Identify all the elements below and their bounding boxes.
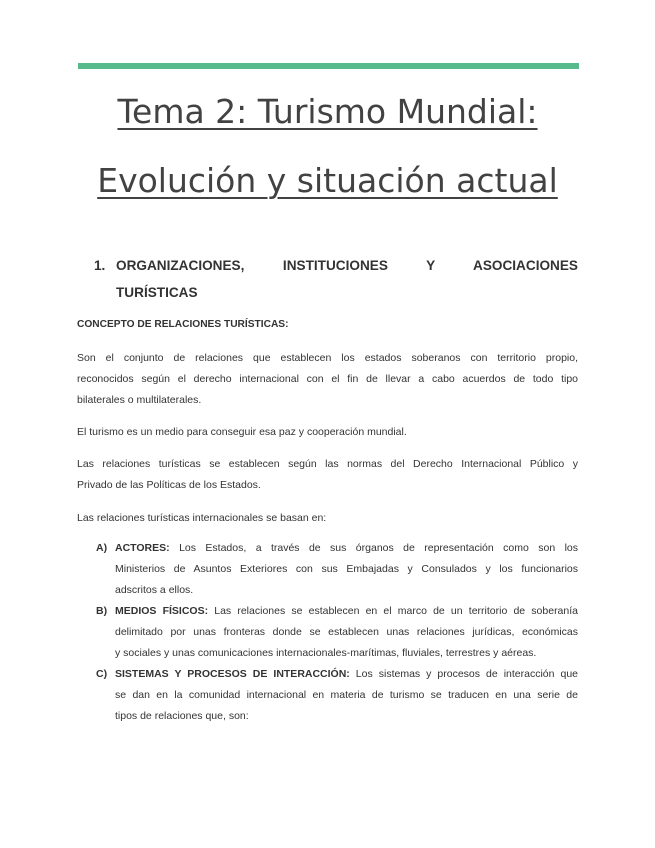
section-number: 1. <box>94 258 106 273</box>
list-item-line: delimitado por unas fronteras donde se establecen unas relaciones jurídicas, económicas <box>115 626 578 638</box>
paragraph-line: Las relaciones turísticas internacionales se basan en: <box>77 512 327 524</box>
list-letter: C) <box>96 668 108 680</box>
section-heading-line-1: ORGANIZACIONES, INSTITUCIONES Y ASOCIACIONES <box>116 258 578 273</box>
paragraph-basis-intro <box>77 508 578 529</box>
paragraph-peace <box>77 422 578 443</box>
list-item-medios-fisicos <box>96 601 578 664</box>
document-title-line-2: Evolución y situación actual <box>97 161 558 200</box>
list-item-text: Los Estados, a través de sus órganos de representación como son los <box>169 542 578 554</box>
list-item-sistemas <box>96 664 578 727</box>
paragraph-line: Son el conjunto de relaciones que establecen los estados soberanos con territorio propio, <box>77 352 578 364</box>
list-item-line <box>115 601 578 622</box>
list-item-line <box>115 538 578 559</box>
list-item-label: MEDIOS FÍSICOS: <box>115 605 209 617</box>
list-item-actores <box>96 538 578 601</box>
list-letter: A) <box>96 542 108 554</box>
list-item-text: Los sistemas y procesos de interacción que <box>349 668 578 680</box>
list-item-text: Las relaciones se establecen en el marco de un territorio de soberanía <box>208 605 578 617</box>
list-item-line: y sociales y unas comunicaciones internacionales-marítimas, fluviales, terrestres y aéreas. <box>115 647 537 659</box>
paragraph-line: El turismo es un medio para conseguir esa paz y cooperación mundial. <box>77 426 407 438</box>
paragraph-line: bilaterales o multilaterales. <box>77 394 202 406</box>
document-title-line-1: Tema 2: Turismo Mundial: <box>117 92 538 131</box>
paragraph-line: Privado de las Políticas de los Estados. <box>77 479 261 491</box>
header-accent-bar <box>78 63 579 69</box>
concept-heading: CONCEPTO DE RELACIONES TURÍSTICAS: <box>77 319 289 330</box>
section-heading-line-2: TURÍSTICAS <box>116 285 198 300</box>
paragraph-line: Las relaciones turísticas se establecen según las normas del Derecho Internacional Público y <box>77 458 578 470</box>
list-letter: B) <box>96 605 108 617</box>
list-item-line: Ministerios de Asuntos Exteriores con sus Embajadas y Consulados y los funcionarios <box>115 563 578 575</box>
section-heading <box>94 252 578 306</box>
list-item-line: adscritos a ellos. <box>115 584 194 596</box>
list-item-label: SISTEMAS Y PROCESOS DE INTERACCIÓN: <box>115 668 350 680</box>
list-item-label: ACTORES: <box>115 542 170 554</box>
list-item-line: tipos de relaciones que, son: <box>115 710 249 722</box>
paragraph-norms <box>77 454 578 496</box>
list-item-line <box>115 664 578 685</box>
paragraph-line: reconocidos según el derecho internacional con el fin de llevar a cabo acuerdos de todo tipo <box>77 373 578 385</box>
list-item-line: se dan en la comunidad internacional en materia de turismo se traducen en una serie de <box>115 689 578 701</box>
paragraph-definition <box>77 348 578 411</box>
